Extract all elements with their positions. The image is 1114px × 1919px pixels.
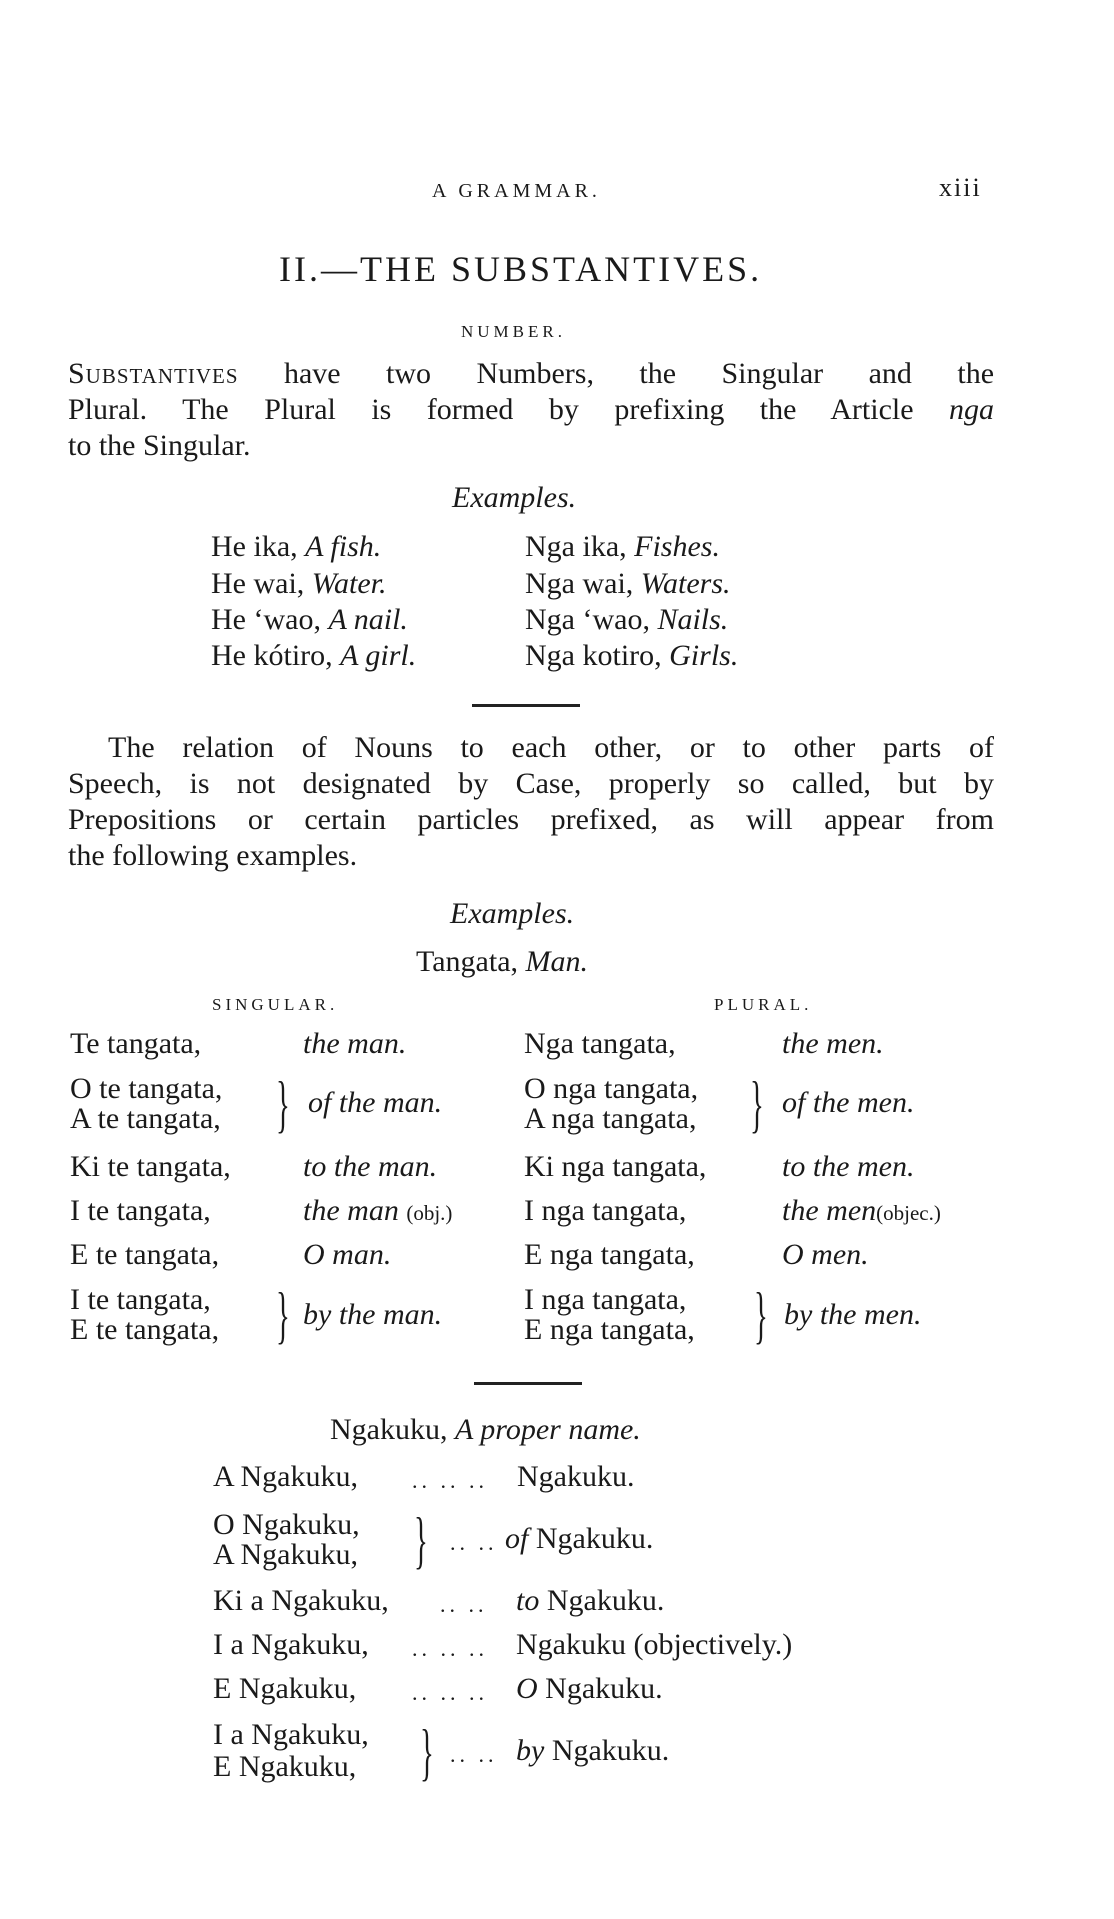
proper-row-3-english: to Ngakuku. xyxy=(516,1584,665,1617)
proper-row-4-maori: I a Ngakuku, xyxy=(213,1628,369,1661)
relation-line-3: Prepositions or certain particles prefixed, as will appear from xyxy=(68,803,994,836)
proper-row-2b-maori: A Ngakuku, xyxy=(213,1538,358,1571)
proper-row-1-dots: .. .. .. xyxy=(412,1468,488,1493)
proper-row-5-maori: E Ngakuku, xyxy=(213,1672,357,1705)
sing-row-6a-maori: I te tangata, xyxy=(70,1283,211,1316)
proper-row-5-dots: .. .. .. xyxy=(412,1680,488,1705)
plur-row-1-maori: Nga tangata, xyxy=(524,1027,676,1060)
smallcaps-word: Substantives xyxy=(68,357,239,390)
example-row-2-plural: Nga wai, Waters. xyxy=(525,567,731,600)
relation-line-2: Speech, is not designated by Case, properly so called, but by xyxy=(68,767,994,800)
sing-row-5-maori: E te tangata, xyxy=(70,1238,220,1271)
sing-row-6-english: by the man. xyxy=(303,1298,443,1331)
example-row-4-singular: He kótiro, A girl. xyxy=(211,639,417,672)
sing-row-5-english: O man. xyxy=(303,1238,392,1271)
brace-icon: } xyxy=(754,1279,768,1350)
proper-row-2a-maori: O Ngakuku, xyxy=(213,1508,360,1541)
running-head: A GRAMMAR. xyxy=(432,180,601,202)
examples-heading-1: Examples. xyxy=(452,481,577,514)
sing-row-1-maori: Te tangata, xyxy=(70,1027,202,1060)
relation-line-4: the following examples. xyxy=(68,839,358,872)
brace-icon: } xyxy=(276,1279,290,1350)
example-row-3-plural: Nga ‘wao, Nails. xyxy=(525,603,729,636)
proper-row-4-english: Ngakuku (objectively.) xyxy=(516,1628,793,1661)
proper-row-3-maori: Ki a Ngakuku, xyxy=(213,1584,389,1617)
plur-row-6b-maori: E nga tangata, xyxy=(524,1313,695,1346)
plur-row-6a-maori: I nga tangata, xyxy=(524,1283,687,1316)
plur-row-5-maori: E nga tangata, xyxy=(524,1238,695,1271)
noun-heading: Tangata, Man. xyxy=(416,945,589,978)
plur-row-2a-maori: O nga tangata, xyxy=(524,1072,699,1105)
singular-label: SINGULAR. xyxy=(212,995,339,1014)
brace-icon: } xyxy=(276,1068,290,1139)
proper-row-5-english: O Ngakuku. xyxy=(516,1672,663,1705)
intro-paragraph xyxy=(68,356,994,464)
plur-row-5-english: O men. xyxy=(782,1238,869,1271)
sing-row-4-english: the man (obj.) xyxy=(303,1194,453,1227)
example-row-3-singular: He ‘wao, A nail. xyxy=(211,603,408,636)
subheading: NUMBER. xyxy=(461,322,566,341)
proper-row-6-dots: .. .. xyxy=(450,1742,498,1767)
plur-row-2-english: of the men. xyxy=(782,1086,915,1119)
proper-row-6-english: by Ngakuku. xyxy=(516,1734,670,1767)
plural-label: PLURAL. xyxy=(714,995,813,1014)
page-number: xiii xyxy=(939,173,982,202)
example-row-1-singular: He ika, A fish. xyxy=(211,530,382,563)
examples-heading-2: Examples. xyxy=(450,897,575,930)
plur-row-2b-maori: A nga tangata, xyxy=(524,1102,697,1135)
intro-line-2: Plural. The Plural is formed by prefixing the Article nga xyxy=(68,393,995,426)
sing-row-6b-maori: E te tangata, xyxy=(70,1313,220,1346)
proper-row-1-english: Ngakuku. xyxy=(517,1460,635,1493)
proper-heading: Ngakuku, A proper name. xyxy=(330,1413,641,1446)
intro-line-1: Substantives have two Numbers, the Singular and the xyxy=(68,357,995,390)
brace-icon: } xyxy=(420,1716,434,1787)
intro-line-3: to the Singular. xyxy=(68,429,251,462)
brace-icon: } xyxy=(414,1504,428,1575)
plur-row-6-english: by the men. xyxy=(784,1298,922,1331)
plur-row-4-maori: I nga tangata, xyxy=(524,1194,687,1227)
example-row-2-singular: He wai, Water. xyxy=(211,567,387,600)
relation-paragraph xyxy=(68,730,994,874)
sing-row-2b-maori: A te tangata, xyxy=(70,1102,221,1135)
plur-row-4-english: the men(objec.) xyxy=(782,1194,941,1227)
proper-row-2-english: of Ngakuku. xyxy=(505,1522,654,1555)
article-word: nga xyxy=(949,393,995,426)
relation-line-1: The relation of Nouns to each other, or to other parts of xyxy=(108,731,994,764)
brace-icon: } xyxy=(750,1068,764,1139)
proper-row-3-dots: .. .. xyxy=(440,1592,488,1617)
sing-row-1-english: the man. xyxy=(303,1027,407,1060)
proper-row-4-dots: .. .. .. xyxy=(412,1636,488,1661)
sing-row-3-maori: Ki te tangata, xyxy=(70,1150,231,1183)
divider-1 xyxy=(472,704,580,707)
sing-row-3-english: to the man. xyxy=(303,1150,438,1183)
proper-row-1-maori: A Ngakuku, xyxy=(213,1460,358,1493)
sing-row-2a-maori: O te tangata, xyxy=(70,1072,223,1105)
plur-row-3-english: to the men. xyxy=(782,1150,915,1183)
proper-row-6a-maori: I a Ngakuku, xyxy=(213,1718,369,1751)
sing-row-4-maori: I te tangata, xyxy=(70,1194,211,1227)
divider-2 xyxy=(474,1382,582,1385)
proper-row-6b-maori: E Ngakuku, xyxy=(213,1750,357,1783)
proper-row-2-dots: .. .. xyxy=(450,1530,498,1555)
plur-row-1-english: the men. xyxy=(782,1027,884,1060)
example-row-1-plural: Nga ika, Fishes. xyxy=(525,530,720,563)
sing-row-2-english: of the man. xyxy=(308,1086,443,1119)
plur-row-3-maori: Ki nga tangata, xyxy=(524,1150,707,1183)
section-title: II.—THE SUBSTANTIVES. xyxy=(279,249,763,289)
example-row-4-plural: Nga kotiro, Girls. xyxy=(525,639,739,672)
